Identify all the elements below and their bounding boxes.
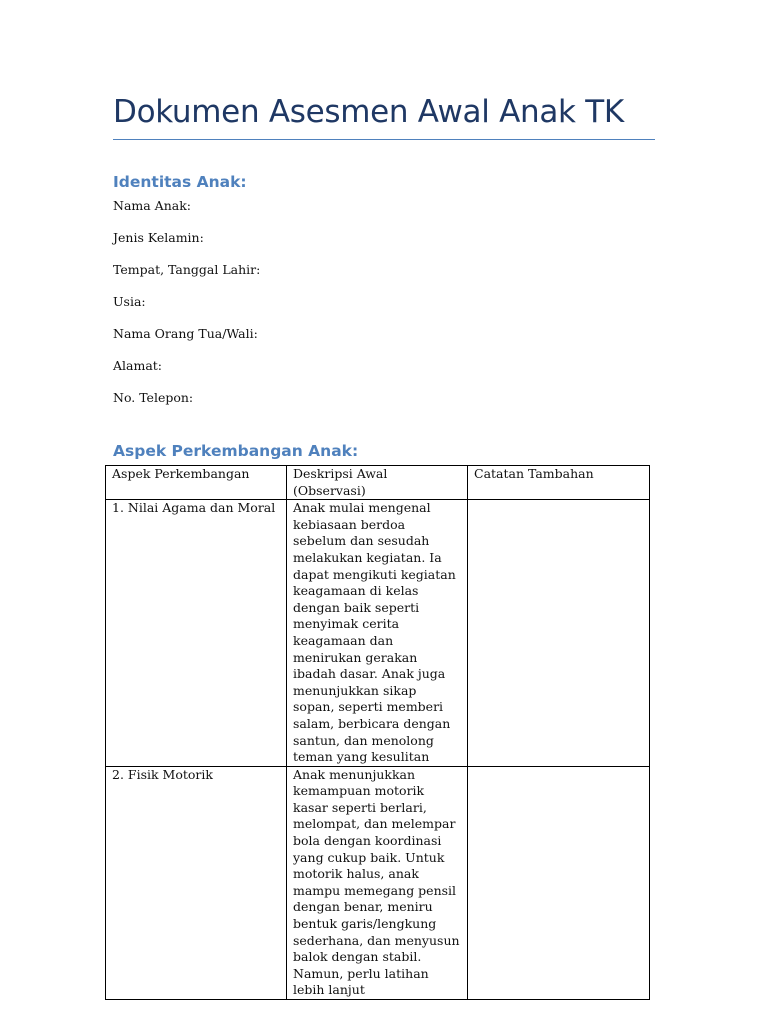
field-age: Usia: [113,294,146,309]
aspect-cell: 2. Fisik Motorik [106,766,287,999]
description-cell: Anak mulai mengenal kebiasaan berdoa sebelum dan sesudah melakukan kegiatan. Ia dapat mengikuti kegiatan keagamaan di kelas dengan baik seperti menyimak cerita keagamaan dan menirukan gerakan ibadah dasar. Anak juga menunjukkan sikap sopan, seperti memberi salam, berbicara dengan santun, dan menolong teman yang kesulitan [287,500,468,767]
table-row [106,500,650,767]
aspects-heading: Aspek Perkembangan Anak: [113,442,359,460]
identity-heading: Identitas Anak: [113,173,247,191]
column-header-description: Deskripsi Awal (Observasi) [287,466,468,500]
notes-cell [468,766,650,999]
notes-cell [468,500,650,767]
table-header-row [106,466,650,500]
field-gender: Jenis Kelamin: [113,230,204,245]
table-row [106,766,650,999]
aspect-cell: 1. Nilai Agama dan Moral [106,500,287,767]
development-aspects-table [105,465,650,1000]
column-header-notes: Catatan Tambahan [468,466,650,500]
description-cell: Anak menunjukkan kemampuan motorik kasar seperti berlari, melompat, dan melempar bola dengan koordinasi yang cukup baik. Untuk motorik halus, anak mampu memegang pensil dengan benar, meniru bentuk garis/lengkung sederhana, dan menyusun balok dengan stabil. Namun, perlu latihan lebih lanjut [287,766,468,999]
field-parent-name: Nama Orang Tua/Wali: [113,326,258,341]
title-underline [113,139,655,140]
column-header-aspect: Aspek Perkembangan [106,466,287,500]
document-title: Dokumen Asesmen Awal Anak TK [113,94,624,130]
field-child-name: Nama Anak: [113,198,191,213]
field-birth-place-date: Tempat, Tanggal Lahir: [113,262,261,277]
field-phone: No. Telepon: [113,390,194,405]
field-address: Alamat: [113,358,163,373]
